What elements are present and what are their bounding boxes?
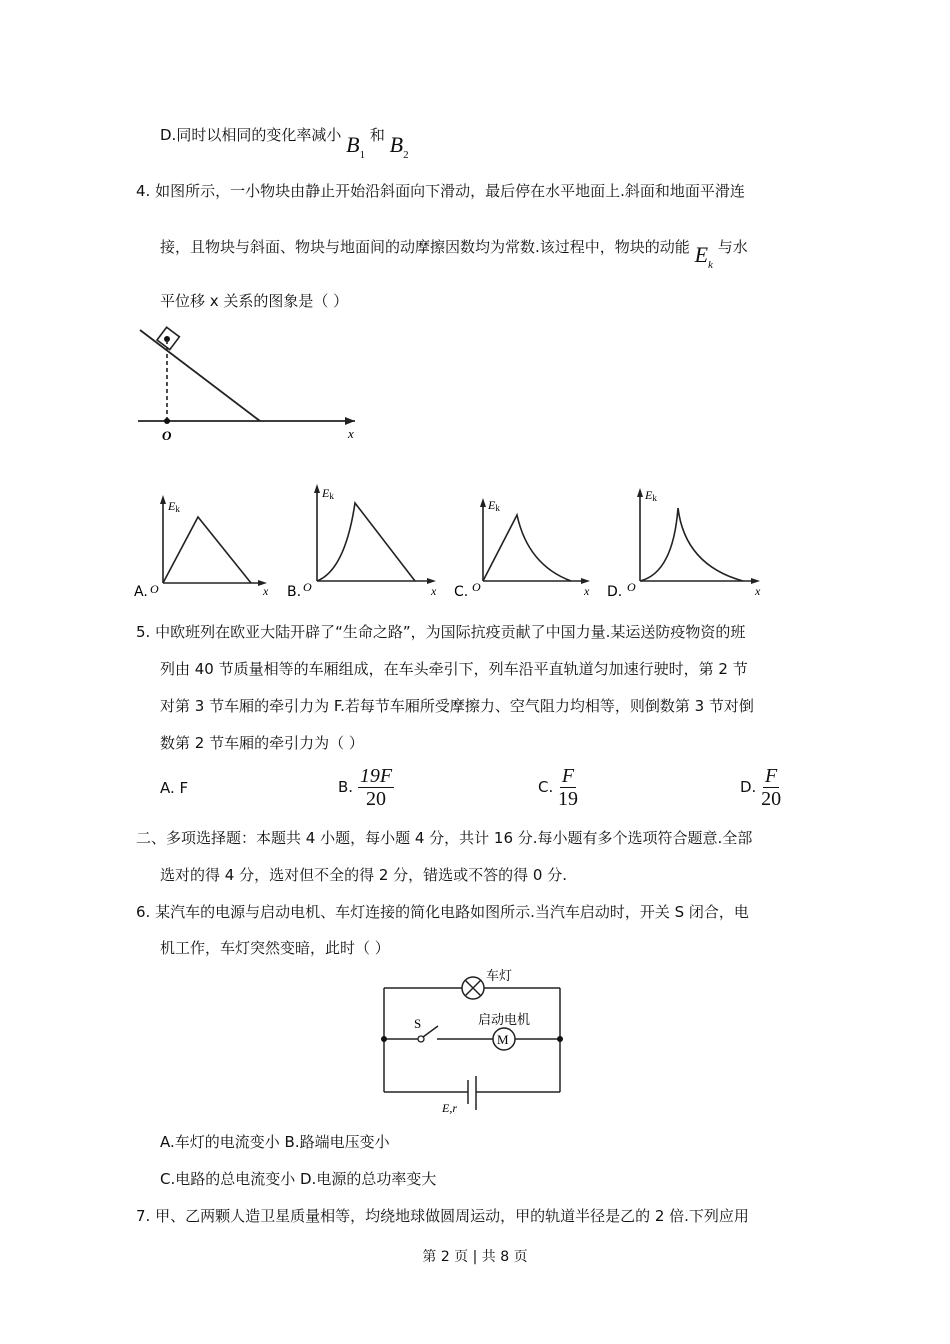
svg-text:x: x bbox=[348, 426, 354, 441]
svg-text:车灯: 车灯 bbox=[486, 968, 513, 983]
q6-line-2: 机工作，车灯突然变暗，此时（ ） bbox=[160, 939, 390, 957]
q7-line-1: 7. 甲、乙两颗人造卫星质量相等，均绕地球做圆周运动，甲的轨道半径是乙的 2 倍.下列应用 bbox=[136, 1207, 749, 1225]
ek-symbol: $E_k$ bbox=[694, 242, 713, 271]
q5-line-1: 5. 中欧班列在欧亚大陆开辟了“生命之路”，为国际抗疫贡献了中国力量.某运送防疫物资的班 bbox=[136, 623, 746, 641]
fraction-19f-over-20: $\frac{19F}{20}$ bbox=[359, 765, 393, 810]
svg-text:O: O bbox=[162, 428, 172, 443]
option-a-graph bbox=[130, 475, 280, 605]
fraction-f-over-20: $\frac{F}{20}$ bbox=[761, 765, 782, 810]
page-footer: 第 2 页 | 共 8 页 bbox=[422, 1249, 528, 1265]
svg-text:Ek: Ek bbox=[322, 486, 334, 501]
svg-text:A.: A. bbox=[134, 584, 148, 600]
incline-figure bbox=[130, 320, 380, 450]
svg-text:x: x bbox=[431, 584, 437, 598]
svg-text:O: O bbox=[303, 580, 312, 594]
circuit-diagram bbox=[370, 960, 580, 1120]
q5-line-2: 列由 40 节质量相等的车厢组成，在车头牵引下，列车沿平直轨道匀加速行驶时，第 2 节 bbox=[160, 660, 748, 678]
option-b-graph bbox=[283, 475, 443, 605]
svg-text:Ek: Ek bbox=[168, 499, 180, 514]
q5-option-a: A. F bbox=[160, 779, 189, 797]
svg-text:O: O bbox=[627, 580, 636, 594]
svg-text:O: O bbox=[472, 580, 481, 594]
fraction-f-over-19: $\frac{F}{19}$ bbox=[558, 765, 579, 810]
option-c-graph bbox=[450, 475, 600, 605]
q6-options-row-2: C.电路的总电流变小 D.电源的总功率变大 bbox=[160, 1170, 437, 1188]
svg-text:E,r: E,r bbox=[442, 1101, 457, 1115]
option-d-graph bbox=[605, 475, 770, 605]
svg-text:O: O bbox=[150, 582, 159, 596]
svg-text:C.: C. bbox=[454, 584, 469, 600]
q3-option-d bbox=[160, 120, 409, 161]
section-2-instructions: 选对的得 4 分，选对但不全的得 2 分，错选或不答的得 0 分. bbox=[160, 866, 568, 884]
svg-text:启动电机: 启动电机 bbox=[478, 1012, 531, 1027]
q6-line-1: 6. 某汽车的电源与启动电机、车灯连接的简化电路如图所示.当汽车启动时，开关 S 闭合，电 bbox=[136, 903, 749, 921]
svg-text:B.: B. bbox=[287, 584, 302, 600]
q3-option-d-text: D.同时以相同的变化率减小 bbox=[160, 126, 342, 144]
svg-text:x: x bbox=[263, 584, 269, 598]
b1-symbol: $B_1$ bbox=[346, 132, 366, 161]
svg-text:x: x bbox=[584, 584, 590, 598]
q5-line-3: 对第 3 节车厢的牵引力为 F.若每节车厢所受摩擦力、空气阻力均相等，则倒数第 3 节对倒 bbox=[160, 697, 754, 715]
q5-option-b: B. $\frac{19F}{20}$ bbox=[338, 765, 393, 810]
q5-option-d: D. $\frac{F}{20}$ bbox=[740, 765, 782, 810]
q4-line-1: 4. 如图所示，一小物块由静止开始沿斜面向下滑动，最后停在水平地面上.斜面和地面平滑连 bbox=[136, 182, 745, 200]
q4-line-3: 平位移 x 关系的图象是（ ） bbox=[160, 292, 349, 310]
q6-options-row-1: A.车灯的电流变小 B.路端电压变小 bbox=[160, 1133, 390, 1151]
svg-text:M: M bbox=[497, 1032, 509, 1047]
and-text: 和 bbox=[369, 126, 385, 144]
lamp-icon bbox=[462, 977, 484, 999]
svg-text:x: x bbox=[755, 584, 761, 598]
b2-symbol: $B_2$ bbox=[389, 132, 409, 161]
section-2-heading: 二、多项选择题：本题共 4 小题，每小题 4 分，共计 16 分.每小题有多个选项符合题意.全部 bbox=[136, 829, 753, 847]
motor-icon bbox=[493, 1028, 515, 1050]
battery-icon bbox=[468, 1076, 476, 1110]
q5-option-c: C. $\frac{F}{19}$ bbox=[538, 765, 579, 810]
svg-text:Ek: Ek bbox=[488, 498, 500, 513]
q5-line-4: 数第 2 节车厢的牵引力为（ ） bbox=[160, 734, 364, 752]
svg-text:S: S bbox=[414, 1016, 422, 1031]
q4-line-2: 接，且物块与斜面、物块与地面间的动摩擦因数均为常数.该过程中，物块的动能 $E_k$ 与水 bbox=[160, 238, 748, 271]
svg-text:Ek: Ek bbox=[645, 488, 657, 503]
svg-text:D.: D. bbox=[607, 584, 623, 600]
